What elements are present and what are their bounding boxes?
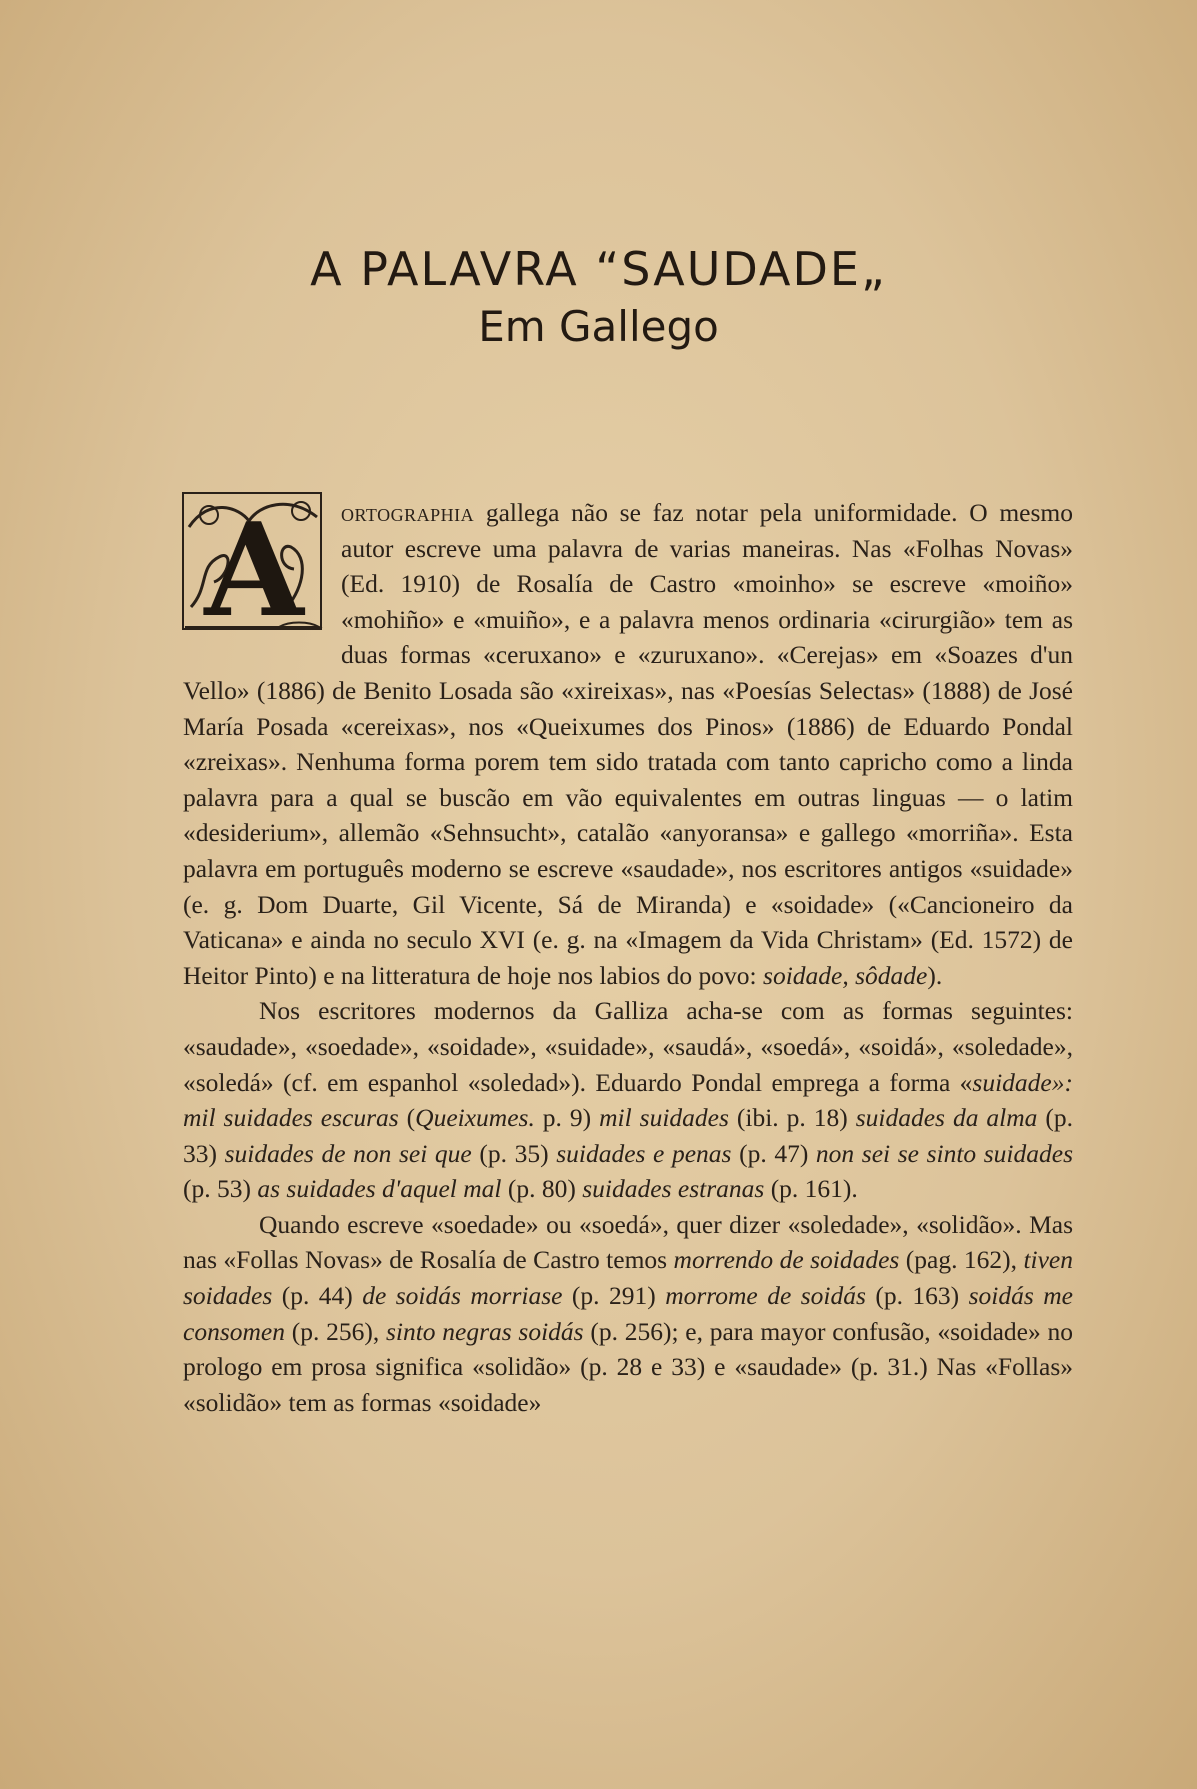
paragraph-2-text-7: (p. 47) xyxy=(731,1138,816,1168)
paragraph-2 xyxy=(183,993,1073,1207)
paragraph-3-text-7: (p. 256); e, para mayor confusão, «soidade» no prologo em prosa significa «solidão» (p. 28 e 33) e «saudade» (p. 31.) Nas «Follas» «solidão» tem as formas «soidade» xyxy=(183,1316,1073,1417)
paragraph-3-italic-2: tiven soidades xyxy=(183,1245,1073,1311)
paragraph-2-text-5: (p. 33) xyxy=(183,1103,1074,1168)
paragraph-2-italic-8: as suidades d'aquel mal xyxy=(257,1174,502,1204)
paragraph-2-text-1: Nos escritores modernos da Galliza acha-se com as formas seguintes: «saudade», «soedade», «soidade», «suidade», «saudá», «soedá», «soidá», «soledade», «soledá» (cf. em espanhol «soledad»). Eduardo Pondal emprega a forma « xyxy=(183,996,1073,1097)
paragraph-2-italic-6: suidades e penas xyxy=(556,1138,732,1168)
paragraph-1-text-1: gallega não se faz notar pela uniformidade. O mesmo autor escreve uma palavra de varias maneiras. Nas «Folhas Novas» (Ed. 1910) de Rosalía de Castro «moinho» se escreve «moiño» «mohiño» e «muiño», e a palavra menos ordinaria «cirurgião» tem as duas formas «ceruxano» e «zuruxano». «Cerejas» em «Soazes d'un Vello» (1886) de Benito Losada são «xireixas», nas «Poesías Selectas» (1888) de José María Posada «cereixas», nos «Queixumes dos Pinos» (1886) de Eduardo Pondal «zreixas». Nenhuma forma porem tem sido tratada com tanto capricho como a linda palavra para a qual se buscão em vão equivalentes em outras linguas — o latim «desiderium», allemão «Sehnsucht», catalão «anyoransa» e gallego «morriña». Esta palavra em português moderno se escreve «saudade», nos escritores antigos «suidade» (e. g. Dom Duarte, Gil Vicente, Sá de Miranda) e «soidade» («Cancioneiro da Vaticana» e ainda no seculo XVI (e. g. na «Imagem da Vida Christam» (Ed. 1572) de Heitor Pinto) e na litteratura de hoje nos labios do povo: xyxy=(183,498,1073,990)
paragraph-2-italic-4: suidades da alma xyxy=(855,1103,1038,1133)
article-body xyxy=(183,495,1073,1420)
paragraph-2-italic-2: Queixumes. xyxy=(415,1103,535,1133)
paragraph-3-text-3: (p. 44) xyxy=(272,1281,363,1311)
paragraph-3 xyxy=(183,1207,1073,1421)
paragraph-3-italic-6: sinto negras soidás xyxy=(385,1316,584,1346)
paragraph-2-text-6: (p. 35) xyxy=(471,1138,557,1168)
paragraph-2-text-10: (p. 161). xyxy=(764,1174,858,1204)
paragraph-1 xyxy=(183,495,1073,993)
paragraph-2-text-3: p. 9) xyxy=(534,1103,600,1133)
heading-block xyxy=(0,240,1197,356)
paragraph-2-italic-3: mil suidades xyxy=(599,1103,729,1133)
paragraph-3-text-5: (p. 163) xyxy=(865,1281,969,1311)
paragraph-3-text-2: (pag. 162), xyxy=(899,1245,1024,1275)
paragraph-2-text-4: (ibi. p. 18) xyxy=(728,1103,856,1133)
ornamental-dropcap-icon xyxy=(179,487,329,637)
paragraph-2-italic-5: suidades de non sei que xyxy=(224,1138,472,1168)
paragraph-3-italic-3: de soidás morriase xyxy=(362,1281,563,1311)
paragraph-1-text-2: ). xyxy=(927,960,943,990)
paragraph-3-text-4: (p. 291) xyxy=(562,1281,666,1311)
paragraph-3-text-6: (p. 256), xyxy=(284,1316,386,1346)
paragraph-3-italic-4: morrome de soidás xyxy=(665,1281,866,1311)
paragraph-2-italic-1: suidade»: mil suidades escuras xyxy=(183,1067,1073,1133)
paragraph-2-italic-9: suidades estranas xyxy=(582,1174,765,1204)
paragraph-3-italic-5: soidás me consomen xyxy=(183,1281,1073,1346)
page-subtitle: Em Gallego xyxy=(478,302,719,351)
paragraph-1-italic-1: soidade, sôdade xyxy=(763,960,928,990)
page-title: A PALAVRA “SAUDADE„ xyxy=(310,242,887,296)
paragraph-2-text-9: (p. 80) xyxy=(501,1174,583,1204)
paragraph-2-italic-7: non sei se sinto suidades xyxy=(815,1138,1074,1168)
paragraph-1-smallcaps: ortographia xyxy=(341,498,475,527)
paragraph-3-text-1: Quando escreve «soedade» ou «soedá», quer dizer «soledade», «solidão». Mas nas «Follas Novas» de Rosalía de Castro temos xyxy=(183,1209,1073,1275)
paragraph-2-text-8: (p. 53) xyxy=(183,1174,258,1204)
dropcap-letter: A xyxy=(204,496,304,637)
paragraph-2-text-2: ( xyxy=(398,1103,416,1133)
paragraph-3-italic-1: morrendo de soidades xyxy=(673,1245,900,1275)
